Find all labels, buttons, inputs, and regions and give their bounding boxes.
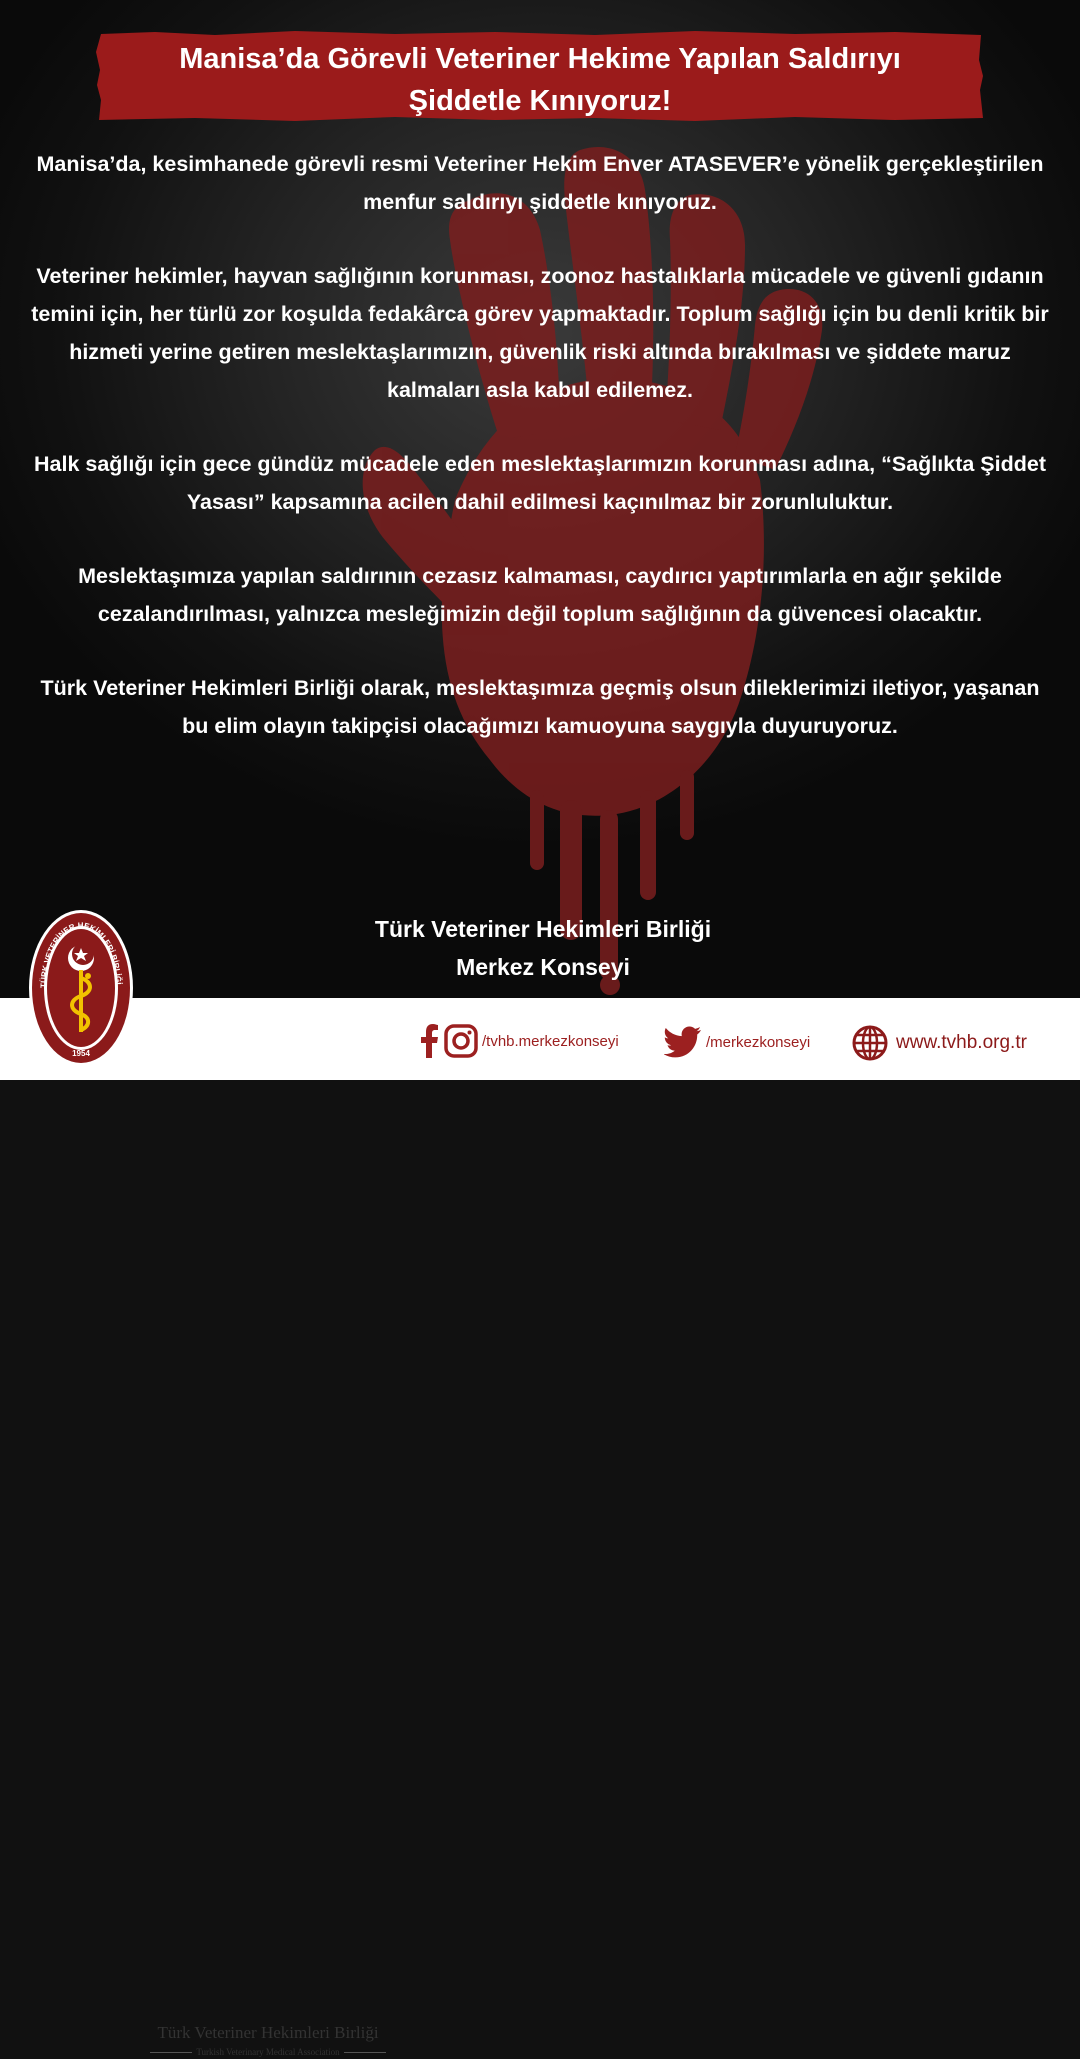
paragraph-3: Halk sağlığı için gece gündüz mücadele eden meslektaşlarımızın korunması adına, “Sağlıkta Şiddet Yasası” kapsamına acilen dahil edilmesi kaçınılmaz bir zorunluluktur.	[33, 452, 1046, 514]
org-name-tr: Türk Veteriner Hekimleri Birliği	[157, 2023, 379, 2042]
footer-org-name	[150, 2023, 386, 2059]
twitter-handle[interactable]: /merkezkonseyi	[706, 1033, 811, 1051]
page-title	[95, 38, 985, 122]
title-banner	[95, 30, 985, 122]
paragraph-1: Manisa’da, kesimhanede görevli resmi Veteriner Hekim Enver ATASEVER’e yönelik gerçekleştirilen menfur saldırıyı şiddetle kınıyoruz.	[36, 152, 1044, 214]
globe-icon[interactable]	[852, 1025, 888, 1061]
instagram-handle[interactable]: /tvhb.merkezkonseyi	[482, 1032, 619, 1050]
org-name-en: Turkish Veterinary Medical Association	[196, 2047, 340, 2057]
tvhb-seal-logo	[28, 908, 134, 1068]
seal-ring-text: TÜRK VETERİNER HEKİMLERİ BİRLİĞİ	[38, 920, 123, 989]
footer	[0, 998, 1080, 2057]
title-line-2: Şiddetle Kınıyoruz!	[408, 85, 672, 117]
website-url[interactable]: www.tvhb.org.tr	[896, 1032, 1027, 1053]
facebook-icon[interactable]	[418, 1024, 440, 1058]
paragraph-5: Türk Veteriner Hekimleri Birliği olarak, meslektaşımıza geçmiş olsun dileklerimizi iletiyor, yaşanan bu elim olayın takipçisi olacağımızı kamuoyuna saygıyla duyuruyoruz.	[40, 676, 1040, 738]
divider	[344, 2052, 386, 2053]
twitter-icon[interactable]	[664, 1026, 702, 1058]
facebook-instagram-link[interactable]	[418, 1024, 619, 1058]
signature-line-1: Türk Veteriner Hekimleri Birliği	[374, 916, 712, 942]
divider	[150, 2052, 192, 2053]
title-line-1: Manisa’da Görevli Veteriner Hekime Yapılan Saldırıyı	[179, 43, 901, 75]
statement-body	[30, 145, 1050, 781]
seal-year: 1954	[72, 1049, 90, 1058]
signature	[0, 910, 1080, 989]
paragraph-4: Meslektaşımıza yapılan saldırının cezasız kalmaması, caydırıcı yaptırımlarla en ağır şekilde cezalandırılması, yalnızca mesleğimizin değil toplum sağlığının da güvencesi olacaktır.	[78, 564, 1002, 626]
signature-line-2: Merkez Konseyi	[456, 954, 630, 980]
website-link[interactable]	[852, 1025, 1027, 1061]
instagram-icon[interactable]	[444, 1024, 478, 1058]
twitter-link[interactable]	[664, 1026, 810, 1058]
org-name-en-row	[150, 2045, 386, 2059]
paragraph-2: Veteriner hekimler, hayvan sağlığının korunması, zoonoz hastalıklarla mücadele ve güvenli gıdanın temini için, her türlü zor koşulda fedakârca görev yapmaktadır. Toplum sağlığı için bu denli kritik bir hizmeti yerine getiren meslektaşlarımızın, güvenlik riski altında bırakılması ve şiddete maruz kalmaları asla kabul edilemez.	[31, 264, 1049, 402]
